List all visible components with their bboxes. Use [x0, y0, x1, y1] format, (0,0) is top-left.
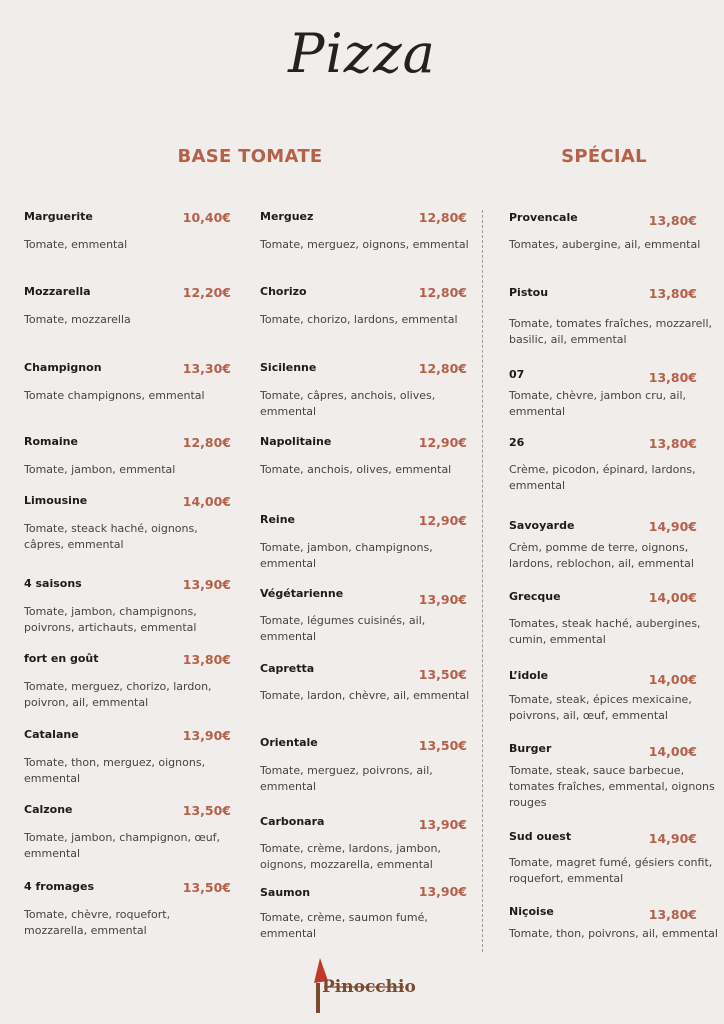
pizza-description: Tomate, mozzarella	[24, 313, 131, 326]
pizza-price: 14,00€	[648, 590, 697, 605]
pizza-price: 13,80€	[648, 286, 697, 301]
pizza-description: Tomate, lardon, chèvre, ail, emmental	[260, 689, 470, 702]
pizza-name: 07	[509, 368, 525, 381]
pizza-price: 13,50€	[418, 667, 467, 682]
section-heading-base-tomate: BASE TOMATE	[177, 146, 323, 167]
pizza-price: 13,90€	[182, 577, 231, 592]
pizza-price: 13,90€	[418, 592, 467, 607]
pizza-description: Tomate, jambon, champignons, emmental	[260, 541, 433, 570]
pizza-price: 13,90€	[182, 728, 231, 743]
pizza-description: Tomate, chèvre, jambon cru, ail, emmental	[509, 389, 687, 418]
pizza-name: Pistou	[509, 286, 549, 299]
pizza-description: Tomate, crème, lardons, jambon, oignons, mozzarella, emmental	[260, 842, 441, 871]
pizza-price: 13,50€	[418, 738, 467, 753]
pizza-price: 13,30€	[182, 361, 231, 376]
pizza-name: 4 fromages	[24, 880, 95, 893]
pizza-name: Limousine	[24, 494, 88, 507]
pizza-description: Tomate, steak, épices mexicaine, poivrons, ail, œuf, emmental	[509, 693, 692, 722]
pizza-price: 12,90€	[418, 513, 467, 528]
pizza-description: Tomate, jambon, emmental	[24, 463, 176, 476]
pizza-name: L’idole	[509, 669, 549, 682]
pinocchio-logo	[304, 955, 414, 1015]
logo-text: Pinocchio	[322, 977, 416, 997]
pizza-description: Tomate, crème, saumon fumé, emmental	[260, 911, 428, 940]
pizza-name: Calzone	[24, 803, 73, 816]
page-title: Pizza	[288, 22, 436, 85]
pizza-name: Napolitaine	[260, 435, 332, 448]
pizza-price: 13,80€	[648, 370, 697, 385]
pizza-price: 12,80€	[418, 361, 467, 376]
pizza-description: Tomate, steak, sauce barbecue, tomates fraîches, emmental, oignons rouges	[509, 764, 715, 809]
pizza-name: 4 saisons	[24, 577, 82, 590]
pizza-price: 13,90€	[418, 817, 467, 832]
pizza-price: 12,80€	[418, 210, 467, 225]
pizza-description: Tomate, steack haché, oignons, câpres, emmental	[24, 522, 198, 551]
pizza-price: 13,50€	[182, 803, 231, 818]
pizza-name: Orientale	[260, 736, 318, 749]
pizza-description: Tomate, thon, merguez, oignons, emmental	[24, 756, 206, 785]
pizza-description: Tomates, aubergine, ail, emmental	[509, 238, 701, 251]
pizza-price: 14,00€	[648, 672, 697, 687]
pizza-description: Tomate, jambon, champignon, œuf, emmental	[24, 831, 221, 860]
pizza-name: Catalane	[24, 728, 79, 741]
pizza-name: Sicilenne	[260, 361, 317, 374]
pizza-description: Tomate, tomates fraîches, mozzarell, basilic, ail, emmental	[509, 317, 713, 346]
column-divider	[482, 210, 483, 952]
pizza-name: Provencale	[509, 211, 578, 224]
pizza-price: 13,80€	[648, 213, 697, 228]
pizza-name: Mozzarella	[24, 285, 91, 298]
pizza-description: Tomate champignons, emmental	[24, 389, 205, 402]
pizza-name: Capretta	[260, 662, 315, 675]
pizza-price: 12,20€	[182, 285, 231, 300]
pizza-name: fort en goût	[24, 652, 99, 665]
pizza-description: Crème, picodon, épinard, lardons, emmental	[509, 463, 696, 492]
pizza-name: Végétarienne	[260, 587, 344, 600]
pizza-description: Tomate, merguez, chorizo, lardon, poivron, ail, emmental	[24, 680, 212, 709]
pizza-price: 13,50€	[182, 880, 231, 895]
pizza-description: Tomate, chèvre, roquefort, mozzarella, emmental	[24, 908, 171, 937]
pizza-price: 13,80€	[648, 436, 697, 451]
pizza-description: Tomate, câpres, anchois, olives, emmental	[260, 389, 436, 418]
pizza-price: 12,80€	[182, 435, 231, 450]
pizza-description: Tomate, chorizo, lardons, emmental	[260, 313, 458, 326]
pizza-name: Niçoise	[509, 905, 554, 918]
pizza-name: 26	[509, 436, 525, 449]
pizza-name: Burger	[509, 742, 552, 755]
pizza-description: Crèm, pomme de terre, oignons, lardons, reblochon, ail, emmental	[509, 541, 694, 570]
pizza-name: Chorizo	[260, 285, 307, 298]
pizza-description: Tomate, merguez, poivrons, ail, emmental	[260, 764, 433, 793]
pizza-name: Sud ouest	[509, 830, 572, 843]
pizza-description: Tomate, merguez, oignons, emmental	[260, 238, 469, 251]
pizza-price: 12,90€	[418, 435, 467, 450]
pizza-price: 14,90€	[648, 519, 697, 534]
pizza-description: Tomate, anchois, olives, emmental	[260, 463, 452, 476]
pizza-price: 14,00€	[182, 494, 231, 509]
pizza-price: 14,90€	[648, 831, 697, 846]
pizza-name: Grecque	[509, 590, 561, 603]
pizza-description: Tomates, steak haché, aubergines, cumin, emmental	[509, 617, 701, 646]
section-heading-special: SPÉCIAL	[561, 146, 647, 167]
pizza-price: 13,80€	[648, 907, 697, 922]
pizza-name: Reine	[260, 513, 295, 526]
pizza-description: Tomate, emmental	[24, 238, 128, 251]
pizza-description: Tomate, jambon, champignons, poivrons, artichauts, emmental	[24, 605, 197, 634]
pizza-price: 10,40€	[182, 210, 231, 225]
pizza-name: Marguerite	[24, 210, 93, 223]
pizza-name: Romaine	[24, 435, 78, 448]
pizza-description: Tomate, légumes cuisinés, ail, emmental	[260, 614, 426, 643]
pizza-description: Tomate, magret fumé, gésiers confit, roquefort, emmental	[509, 856, 713, 885]
pizza-name: Champignon	[24, 361, 102, 374]
pizza-name: Merguez	[260, 210, 314, 223]
pizza-price: 12,80€	[418, 285, 467, 300]
pizza-name: Savoyarde	[509, 519, 575, 532]
pizza-name: Carbonara	[260, 815, 325, 828]
pizza-name: Saumon	[260, 886, 311, 899]
pizza-price: 13,80€	[182, 652, 231, 667]
pizza-price: 13,90€	[418, 884, 467, 899]
pizza-description: Tomate, thon, poivrons, ail, emmental	[509, 927, 718, 940]
pizza-price: 14,00€	[648, 744, 697, 759]
